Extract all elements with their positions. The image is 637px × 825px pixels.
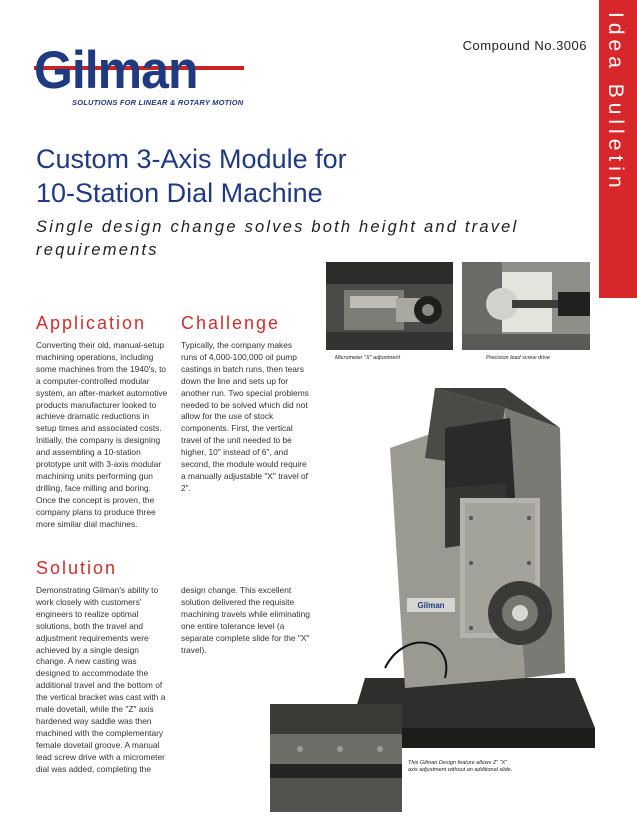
- lead-screw-photo-art: [462, 262, 590, 350]
- solution-text-col2: design change. This excellent solution delivered the requisite machining travels while eliminating one entire tolerance level (a separate complete slide for the "X" travel).: [181, 585, 310, 655]
- challenge-heading: Challenge: [181, 313, 281, 333]
- machine-module-art: [345, 388, 600, 753]
- photo3-caption: This Gilman Design feature allows 2" "X" axis adjustment without an additional slide.: [408, 760, 513, 773]
- title-line-2: 10-Station Dial Machine: [36, 178, 323, 208]
- idea-bulletin-tab: [599, 0, 637, 298]
- dovetail-detail-art: [270, 704, 402, 812]
- compound-number: Compound No.3006: [462, 38, 587, 53]
- machine-logo-plate: Gilman: [417, 601, 445, 610]
- application-heading: Application: [36, 313, 147, 333]
- photo2-caption: Precision lead screw drive: [486, 355, 550, 361]
- lead-screw-photo: [462, 262, 590, 350]
- logo-tagline: SOLUTIONS FOR LINEAR & ROTARY MOTION: [72, 98, 244, 107]
- title-line-1: Custom 3-Axis Module for: [36, 144, 347, 174]
- solution-text-col1: Demonstrating Gilman's ability to work closely with customers' engineers to realize optimal solutions, both the travel and adjustment requirements were achieved by a single design change. A new casting was designed to accommodate the additional travel and the bottom of the vertical bracket was cast with a male dovetail, while the "Z" axis hardened way saddle was then machined with the complementary female dovetail groove. A manual lead screw drive with a micrometer dial was added, completing the: [36, 585, 166, 774]
- micrometer-photo-art: [326, 262, 453, 350]
- dovetail-detail-photo: [270, 704, 402, 812]
- photo1-caption: Micrometer "X" adjustment: [335, 355, 401, 361]
- micrometer-photo: [326, 262, 453, 350]
- idea-bulletin-label: Idea Bulletin: [604, 12, 627, 193]
- solution-heading: Solution: [36, 558, 118, 578]
- application-text: Converting their old, manual-setup machining operations, including some machines from the 1940's, to a computer-controlled modular system, an after-market automotive products manufacturer looked to achieve dramatic reductions in setup times and associated costs. Initially, the company is designing and assembling a 10-station prototype unit with 3-axis modular machining units performing gun drilling, face milling and boring. Once the concept is proven, the company plans to produce three more similar dial machines.: [36, 340, 168, 529]
- page-subtitle: Single design change solves both height and travel requirements: [36, 218, 519, 259]
- logo-wordmark: Gilman: [34, 40, 198, 100]
- page-title: [36, 142, 516, 210]
- challenge-text: Typically, the company makes runs of 4,000-100,000 oil pump castings in batch runs, then tears down the line and sets up for another run. Two special problems needed to be solved which did not allow for the use of stock components. First, the vertical travel of the unit needed to be higher, 10" instead of 6", and second, the module would require a manually adjustable "X" travel of 2".: [181, 340, 309, 493]
- machine-module-photo: [345, 388, 600, 753]
- gilman-logo: [34, 40, 254, 112]
